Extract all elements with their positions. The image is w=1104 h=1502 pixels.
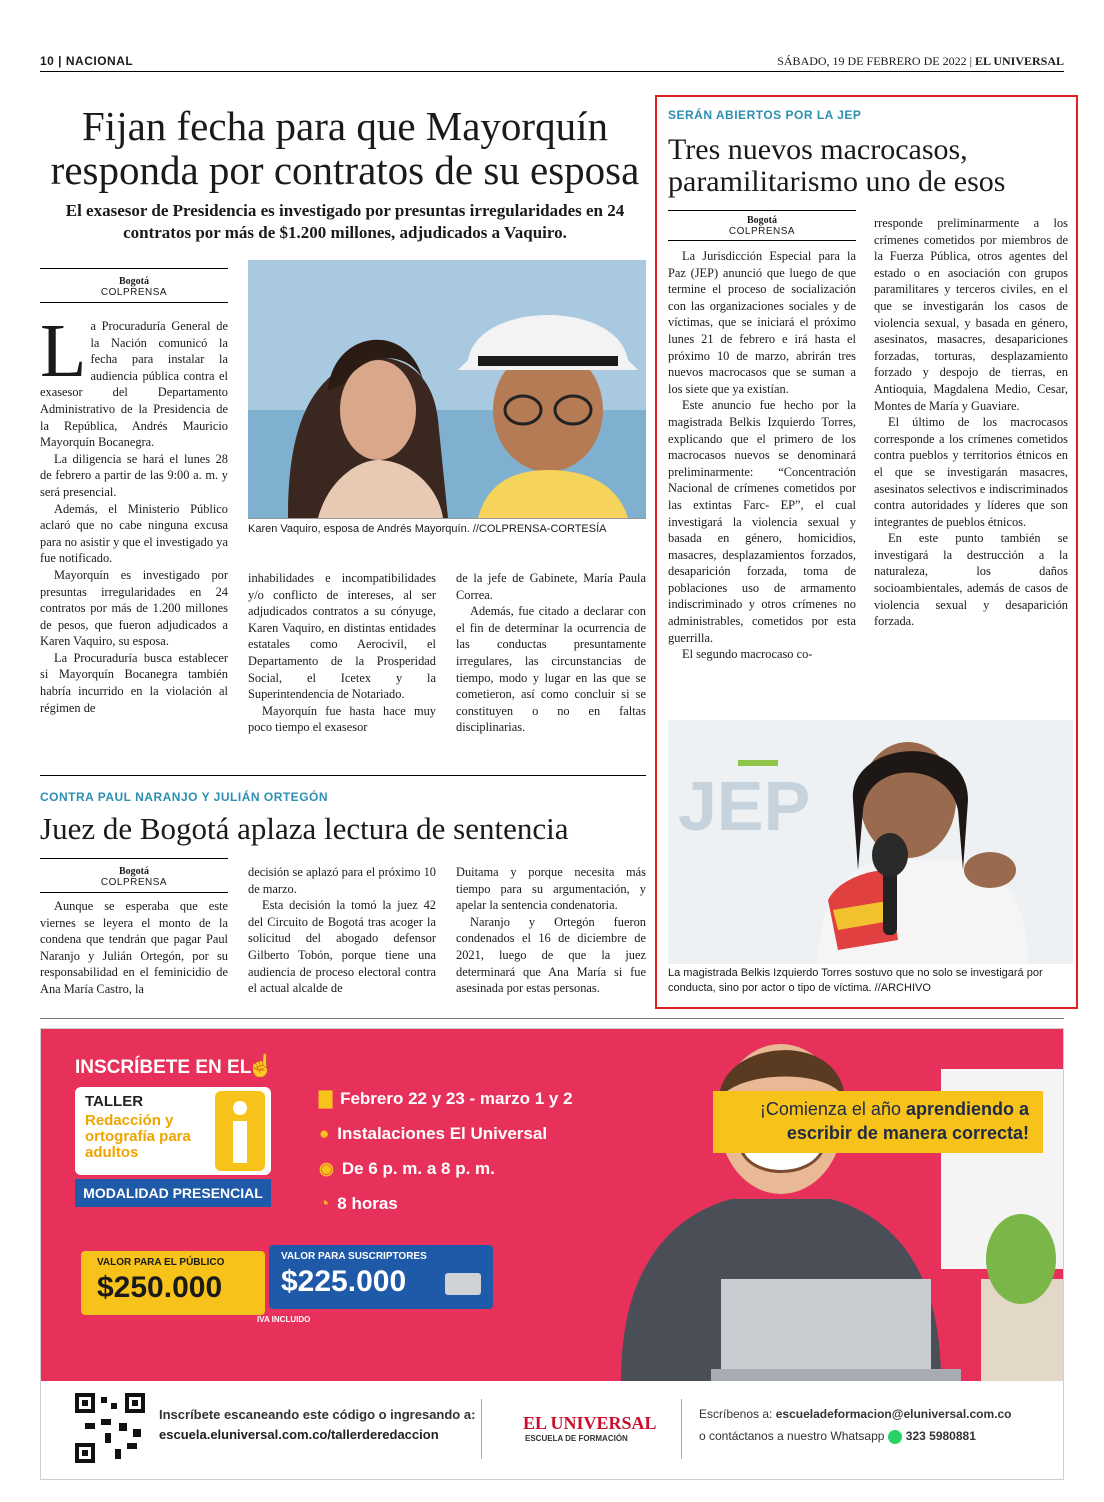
info-icon <box>215 1091 265 1171</box>
paragraph: La Procuraduría busca establecer si Mayorquín Bocanegra también habría incurrido en la violación al régimen de <box>40 650 228 715</box>
byline-city: Bogotá <box>119 866 149 877</box>
byline-rule <box>668 210 856 211</box>
paragraph: Mayorquín es investigado por presuntas irregularidades en 24 contratos por más de 1.200 millones de pesos, que fueron adjudicados a Karen Vaquiro, su esposa. <box>40 567 228 649</box>
footer-divider <box>681 1399 682 1459</box>
workshop-advertisement[interactable] <box>40 1028 1064 1480</box>
info-text: 8 horas <box>337 1194 398 1213</box>
paper-name: EL UNIVERSAL <box>974 54 1064 68</box>
story1-deck: El exasesor de Presidencia es investigado por presuntas irregularidades en 24 contratos por más de $1.200 millones, adjudicados a Vaquiro. <box>65 201 625 242</box>
paragraph: de la jefe de Gabinete, María Paula Correa. <box>456 571 646 602</box>
footer-divider <box>481 1399 482 1459</box>
email-link[interactable]: escueladeformacion@eluniversal.com.co <box>775 1407 1012 1421</box>
paragraph: El segundo macrocaso co- <box>682 647 813 662</box>
price-public: $250.000 <box>97 1271 223 1304</box>
slogan-box <box>713 1091 1043 1153</box>
paragraph: El último de los macrocasos corresponde a los crímenes cometidos contra pueblos y territorios étnicos en el que se investigarán masacres, asesinatos selectivos e indiscriminados contra autoridades y líderes que son integrantes de pueblos étnicos. <box>874 415 1068 529</box>
byline-rule <box>40 302 228 303</box>
paragraph: Además, el Ministerio Público aclaró que no cabe ninguna excusa para no asistir y que el investigado ya fue notificado. <box>40 501 228 566</box>
qr-icon <box>75 1393 145 1463</box>
story1-byline <box>40 276 228 298</box>
ad-inscribete: INSCRÍBETE EN EL <box>75 1057 252 1078</box>
footer-url[interactable]: escuela.eluniversal.com.co/tallerderedaccion <box>159 1427 439 1442</box>
section-divider <box>40 775 646 776</box>
paragraph: Esta decisión la tomó la juez 42 del Circuito de Bogotá tras acoger la solicitud del abogado defensor Gilberto Tobón, porque tiene una audiencia de proceso electoral contra el actual alcalde de <box>248 898 436 996</box>
ad-info-list <box>319 1081 573 1221</box>
price-public-box <box>81 1251 265 1315</box>
story1-column-2 <box>248 570 436 736</box>
byline-agency: COLPRENSA <box>100 287 168 298</box>
brand-logo: EL UNIVERSAL <box>523 1413 657 1433</box>
story3-headline[interactable]: Tres nuevos macrocasos, paramilitarismo uno de esos <box>668 133 1006 198</box>
slogan-bold: aprendiendo a <box>905 1099 1029 1119</box>
paragraph: Naranjo y Ortegón fueron condenados el 16 de diciembre de 2021, luego de que la juez determinará que Ana María si fue asesinada por estas personas. <box>456 914 646 996</box>
ad-separator <box>40 1018 1064 1019</box>
man-laptop-illustration <box>601 1029 1063 1381</box>
modalidad-badge: MODALIDAD PRESENCIAL <box>75 1179 271 1207</box>
photo2-caption: La magistrada Belkis Izquierdo Torres sostuvo que no solo se investigará por conducta, sino por actor o tipo de víctima. //ARCHIVO <box>668 967 1043 994</box>
paragraph: Además, fue citado a declarar con el fin de determinar la ocurrencia de las conductas presuntamente irregulares, las circunstancias de tiempo, modo y lugar en las que se cometieron, así como concluir si se constituyen o no en faltas disciplinarias. <box>456 604 646 735</box>
slogan-text: ¡Comienza el año <box>759 1099 906 1119</box>
card-icon <box>445 1273 481 1295</box>
story3-column-1 <box>668 248 856 663</box>
story1-column-3 <box>456 570 646 736</box>
taller-title: Redacción y ortografía para adultos <box>85 1112 191 1161</box>
info-row <box>319 1081 573 1116</box>
page-date <box>777 54 1064 69</box>
byline-agency: COLPRENSA <box>728 226 796 237</box>
magistrate-illustration <box>668 720 1073 964</box>
paragraph: rresponde preliminarmente a los crímenes cometidos por miembros de la Fuerza Pública, otros agentes del estado o en asociación con grupos paramilitares y terceros civiles, en el que se investigarán los casos de violencia sexual, y basada en género, asesinatos, masacres, desapariciones forzadas, torturas, desplazamiento forzado y despojo de tierras, en Antioquia, Magdalena Medio, Cesar, Montes de María y Guaviare. <box>874 216 1068 413</box>
byline-city: Bogotá <box>119 276 149 287</box>
brand-sub: ESCUELA DE FORMACIÓN <box>525 1434 628 1443</box>
byline-city: Bogotá <box>747 215 777 226</box>
story2-headline[interactable]: Juez de Bogotá aplaza lectura de sentencia <box>40 811 569 846</box>
story1-column-1 <box>40 309 228 716</box>
byline-agency: COLPRENSA <box>100 877 168 888</box>
price-subscribers-box <box>269 1245 493 1309</box>
slogan-line-2: escribir de manera correcta! <box>786 1123 1029 1143</box>
footer-email-line <box>699 1407 1012 1421</box>
story2-kicker: CONTRA PAUL NARANJO Y JULIÁN ORTEGÓN <box>40 790 329 804</box>
calendar-icon: ▇ <box>319 1089 333 1108</box>
story2-column-1 <box>40 898 228 998</box>
info-text: De 6 p. m. a 8 p. m. <box>341 1159 495 1178</box>
qr-code[interactable] <box>75 1393 145 1463</box>
paragraph: Este anuncio fue hecho por la magistrada Belkis Izquierdo Torres, explicando que el primero de los macrocasos nuevos se denominará preliminarmente: “Concentración Nacional de crímenes cometidos por las extintas Farc- EP”, el cual investigará la violencia sexual y basada en género, homicidios, masacres, desplazamientos forzados, desaparición forzada, toma de poblaciones uso de armamento indiscriminado y otros crímenes no administrables, cometidos por esta guerrilla. <box>668 398 856 645</box>
caption-rule <box>248 518 646 519</box>
paragraph: decisión se aplazó para el próximo 10 de marzo. <box>248 865 436 896</box>
paragraph: En este punto también se investigará la destrucción a la naturaleza, los daños socioambientales, además de casos de violencia sexual y desaparición forzada. <box>874 531 1068 629</box>
taller-label: TALLER <box>85 1093 144 1110</box>
whatsapp-label: o contáctanos a nuestro Whatsapp <box>699 1429 888 1443</box>
price-subs-label: VALOR PARA SUSCRIPTORES <box>281 1251 427 1262</box>
info-text: Febrero 22 y 23 - marzo 1 y 2 <box>340 1089 573 1108</box>
byline-rule <box>40 858 228 859</box>
taller-card <box>75 1087 271 1175</box>
info-text: Instalaciones El Universal <box>337 1124 548 1143</box>
header-rule <box>40 71 1064 72</box>
photo1-caption: Karen Vaquiro, esposa de Andrés Mayorquín. //COLPRENSA-CORTESÍA <box>248 523 607 535</box>
jep-sign: JEP <box>678 767 811 845</box>
byline-rule <box>40 268 228 269</box>
timer-icon: ◔ <box>319 1194 330 1213</box>
magistrate-photo <box>668 720 1073 964</box>
story3-kicker: SERÁN ABIERTOS POR LA JEP <box>668 108 862 122</box>
footer-whatsapp-line <box>699 1429 976 1444</box>
info-row <box>319 1186 573 1221</box>
whatsapp-number[interactable]: 323 5980881 <box>905 1429 976 1443</box>
story3-column-2 <box>874 215 1068 630</box>
paragraph: a Procuraduría General de la Nación comunicó la fecha para instalar la audiencia pública contra el exasesor del Departamento Administrativo de la Presidencia de la República, Andrés Mauricio Mayorquín Bocanegra. <box>40 319 228 450</box>
couple-illustration <box>248 260 646 518</box>
info-row <box>319 1151 573 1186</box>
page-section-label: 10 | NACIONAL <box>40 54 134 68</box>
price-subs: $225.000 <box>281 1265 407 1298</box>
byline-rule <box>668 240 856 241</box>
byline-rule <box>40 892 228 893</box>
date-text: SÁBADO, 19 DE FEBRERO DE 2022 | <box>777 54 972 68</box>
email-label: Escríbenos a: <box>699 1407 776 1421</box>
price-public-label: VALOR PARA EL PÚBLICO <box>97 1257 225 1268</box>
dropcap: L <box>40 309 87 393</box>
story2-column-3 <box>456 864 646 997</box>
iva-note: IVA INCLUIDO <box>257 1315 311 1324</box>
location-icon: ● <box>319 1124 330 1143</box>
clock-icon: ◉ <box>319 1159 334 1178</box>
story2-byline <box>40 866 228 888</box>
tap-hand-icon: ☝ <box>247 1053 275 1078</box>
footer-left-line-1: Inscríbete escaneando este código o ingresando a: <box>159 1407 476 1422</box>
whatsapp-icon <box>888 1430 902 1444</box>
story1-headline[interactable]: Fijan fecha para que Mayorquín responda por contratos de su esposa <box>50 103 640 193</box>
paragraph: inhabilidades e incompatibilidades y/o conflicto de intereses, al ser adjudicados contratos a su cónyuge, Karen Vaquiro, en distintas entidades estatales como Aerocivil, el Departamento de la Prosperidad Social, el Icetex y la Superintendencia de Notariado. <box>248 571 436 702</box>
story3-byline <box>668 215 856 237</box>
paragraph: Aunque se esperaba que este viernes se leyera el monto de la condena que tendrán que pagar Paul Naranjo y Julián Ortegón, por su responsabilidad en el feminicidio de Ana María Castro, la <box>40 899 228 996</box>
paragraph: Duitama y porque necesita más tiempo para su argumentación, y apelar la sentencia condenatoria. <box>456 865 646 913</box>
slogan-line-1 <box>727 1097 1029 1121</box>
paragraph: Mayorquín fue hasta hace muy poco tiempo el exasesor <box>248 703 436 735</box>
paragraph: La Jurisdicción Especial para la Paz (JEP) anunció que luego de que termine el proceso de socialización con las organizaciones sociales y de víctimas, que se iniciará el próximo lunes 21 de febrero e irá hasta el próximo 10 de marzo, abrirán tres nuevos macrocasos que se suman a los siete que ya existían. <box>668 249 856 396</box>
mayorquin-couple-photo <box>248 260 646 518</box>
paragraph: La diligencia se hará el lunes 28 de febrero a partir de las 9:00 a. m. y será presencial. <box>40 451 228 499</box>
info-row <box>319 1116 573 1151</box>
story2-column-2 <box>248 864 436 997</box>
